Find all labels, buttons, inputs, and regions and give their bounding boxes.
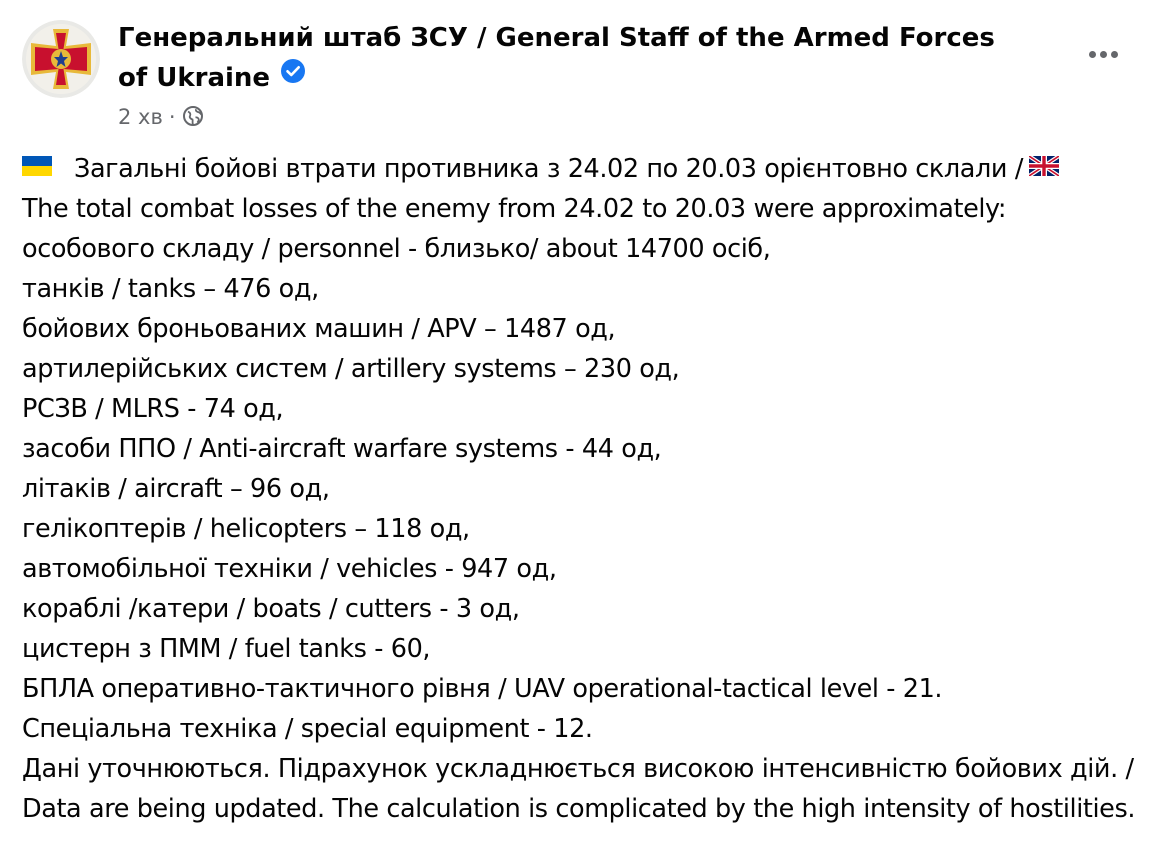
loss-line: особового складу / personnel - близько/ about 14700 осіб, bbox=[22, 234, 771, 264]
loss-line: Спеціальна техніка / special equipment - 12. bbox=[22, 714, 593, 744]
verified-badge-icon bbox=[280, 56, 306, 96]
intro-line-en: The total combat losses of the enemy from 24.02 to 20.03 were approximately: bbox=[22, 194, 1007, 224]
loss-line: автомобільної техніки / vehicles - 947 од, bbox=[22, 554, 557, 584]
intro-line-ua bbox=[22, 149, 1152, 189]
general-staff-emblem-icon bbox=[22, 20, 100, 98]
loss-line: кораблі /катери / boats / cutters - 3 од, bbox=[22, 594, 520, 624]
more-dot bbox=[1111, 51, 1118, 58]
more-dot bbox=[1089, 51, 1096, 58]
loss-line: артилерійських систем / artillery systems – 230 од, bbox=[22, 354, 680, 384]
author-name-link[interactable]: Генеральний штаб ЗСУ / General Staff of the Armed Forces of Ukraine bbox=[118, 23, 995, 93]
post-body bbox=[22, 149, 1152, 829]
loss-line: цистерн з ПММ / fuel tanks - 60, bbox=[22, 634, 431, 664]
loss-line: танків / tanks – 476 од, bbox=[22, 274, 319, 304]
post-timestamp[interactable]: 2 хв bbox=[118, 105, 163, 129]
post-author bbox=[118, 18, 1018, 98]
intro-text-ua: Загальні бойові втрати противника з 24.02 по 20.03 орієнтовно склали / bbox=[74, 154, 1024, 184]
uk-flag-icon bbox=[1029, 148, 1059, 188]
loss-line: гелікоптерів / helicopters – 118 од, bbox=[22, 514, 470, 544]
globe-icon[interactable] bbox=[182, 105, 204, 132]
loss-line: РСЗВ / MLRS - 74 од, bbox=[22, 394, 284, 424]
loss-line: засоби ППО / Anti-aircraft warfare systems - 44 од, bbox=[22, 434, 662, 464]
loss-line: бойових броньованих машин / APV – 1487 од, bbox=[22, 314, 616, 344]
loss-line: БПЛА оперативно-тактичного рівня / UAV operational-tactical level - 21. bbox=[22, 674, 943, 704]
more-options-button[interactable] bbox=[1078, 34, 1128, 74]
loss-line: літаків / aircraft – 96 од, bbox=[22, 474, 330, 504]
meta-separator: · bbox=[168, 105, 176, 129]
ukraine-flag-icon bbox=[22, 148, 52, 188]
more-dot bbox=[1100, 51, 1107, 58]
page-avatar[interactable] bbox=[22, 20, 100, 98]
footer-note: Дані уточнюються. Підрахунок ускладнюється високою інтенсивністю бойових дій. / Data are being updated. The calculation is complicated by the high intensity of hostilities. bbox=[22, 754, 1136, 824]
post-meta bbox=[118, 100, 204, 134]
